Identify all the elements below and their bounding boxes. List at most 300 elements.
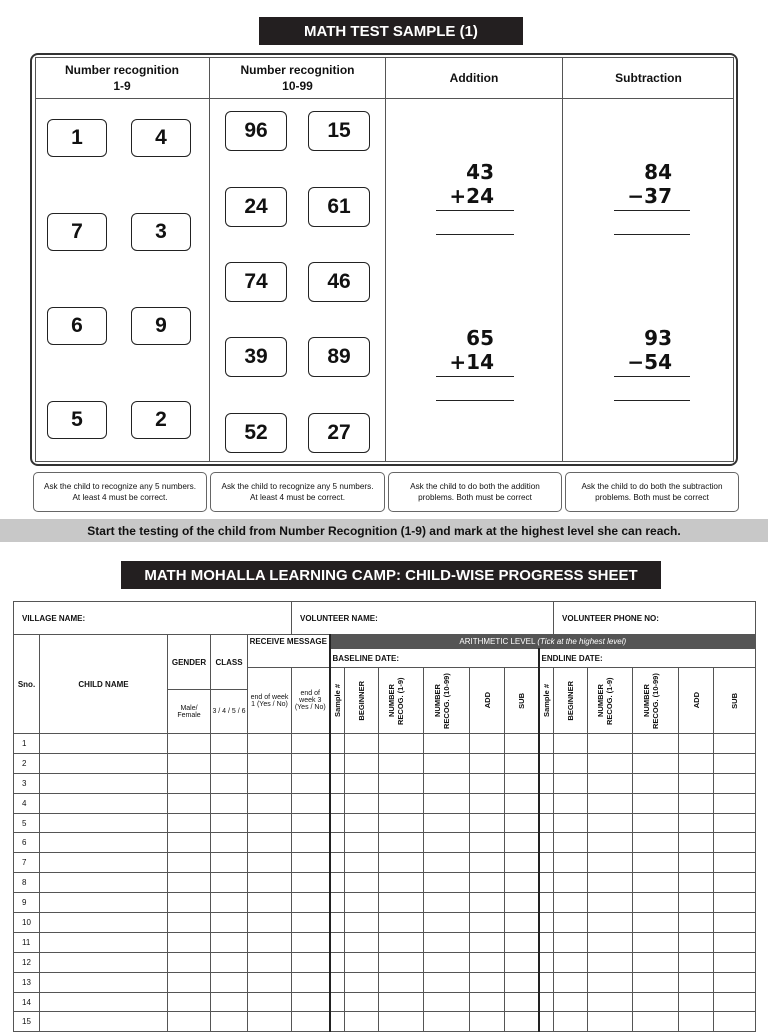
table-cell[interactable] [168, 913, 211, 933]
arithmetic-level-header [330, 635, 756, 649]
table-cell[interactable] [379, 793, 424, 813]
number-box: 7 [47, 213, 107, 251]
table-cell[interactable] [330, 1012, 345, 1032]
table-cell[interactable] [40, 972, 168, 992]
table-cell[interactable] [248, 992, 292, 1012]
table-cell[interactable] [379, 734, 424, 754]
table-cell[interactable] [554, 932, 588, 952]
table-cell[interactable] [554, 893, 588, 913]
table-cell[interactable] [588, 893, 633, 913]
table-cell[interactable] [470, 734, 505, 754]
table-cell[interactable] [292, 734, 330, 754]
table-cell[interactable] [211, 1012, 248, 1032]
table-cell[interactable] [330, 753, 345, 773]
table-cell[interactable] [40, 734, 168, 754]
table-cell[interactable] [211, 873, 248, 893]
table-cell[interactable] [40, 992, 168, 1012]
table-cell[interactable] [379, 992, 424, 1012]
table-cell[interactable] [40, 793, 168, 813]
table-cell[interactable] [345, 952, 379, 972]
table-cell[interactable] [633, 952, 679, 972]
table-cell[interactable] [470, 833, 505, 853]
table-cell[interactable] [633, 833, 679, 853]
table-cell[interactable] [424, 992, 470, 1012]
table-cell[interactable] [539, 992, 554, 1012]
table-cell[interactable] [679, 793, 714, 813]
table-cell[interactable] [588, 734, 633, 754]
table-cell[interactable] [345, 853, 379, 873]
table-cell[interactable] [714, 793, 756, 813]
table-row [14, 734, 756, 754]
table-cell[interactable] [248, 753, 292, 773]
table-cell[interactable] [633, 773, 679, 793]
table-cell[interactable] [211, 853, 248, 873]
table-cell[interactable] [248, 1012, 292, 1032]
table-cell[interactable] [588, 873, 633, 893]
table-cell[interactable] [554, 1012, 588, 1032]
table-cell[interactable] [211, 913, 248, 933]
table-cell[interactable] [554, 913, 588, 933]
table-cell[interactable] [554, 873, 588, 893]
table-cell[interactable] [345, 893, 379, 913]
table-cell[interactable] [40, 1012, 168, 1032]
table-cell[interactable] [379, 952, 424, 972]
table-cell[interactable] [424, 753, 470, 773]
table-cell[interactable] [588, 972, 633, 992]
village-name-field[interactable]: VILLAGE NAME: [14, 602, 292, 635]
table-cell[interactable] [588, 833, 633, 853]
table-cell[interactable] [539, 932, 554, 952]
table-cell[interactable] [554, 992, 588, 1012]
table-cell[interactable] [633, 972, 679, 992]
table-cell[interactable] [345, 773, 379, 793]
table-cell[interactable] [539, 813, 554, 833]
row-number: 15 [14, 1012, 40, 1032]
table-cell[interactable] [539, 972, 554, 992]
table-cell[interactable] [211, 952, 248, 972]
table-cell[interactable] [211, 972, 248, 992]
table-cell[interactable] [679, 972, 714, 992]
table-cell[interactable] [292, 813, 330, 833]
number-box: 46 [308, 262, 370, 302]
table-cell[interactable] [470, 913, 505, 933]
table-cell[interactable] [40, 853, 168, 873]
table-cell[interactable] [211, 734, 248, 754]
table-cell[interactable] [588, 913, 633, 933]
table-cell[interactable] [588, 932, 633, 952]
table-cell[interactable] [345, 793, 379, 813]
table-cell[interactable] [330, 773, 345, 793]
table-cell[interactable] [168, 853, 211, 873]
table-cell[interactable] [554, 952, 588, 972]
table-cell[interactable] [714, 853, 756, 873]
table-cell[interactable] [211, 813, 248, 833]
baseline-beginner-header [345, 668, 379, 734]
table-cell[interactable] [424, 853, 470, 873]
table-cell[interactable] [345, 992, 379, 1012]
table-cell[interactable] [424, 813, 470, 833]
table-cell[interactable] [714, 753, 756, 773]
table-cell[interactable] [424, 773, 470, 793]
table-cell[interactable] [330, 952, 345, 972]
table-cell[interactable] [345, 813, 379, 833]
table-cell[interactable] [330, 893, 345, 913]
number-box: 5 [47, 401, 107, 439]
table-cell[interactable] [168, 932, 211, 952]
table-cell[interactable] [714, 833, 756, 853]
table-cell[interactable] [633, 793, 679, 813]
table-cell[interactable] [345, 972, 379, 992]
table-cell[interactable] [424, 932, 470, 952]
table-cell[interactable] [379, 773, 424, 793]
table-cell[interactable] [168, 753, 211, 773]
table-cell[interactable] [539, 773, 554, 793]
table-cell[interactable] [330, 992, 345, 1012]
table-cell[interactable] [470, 753, 505, 773]
table-cell[interactable] [40, 773, 168, 793]
table-cell[interactable] [588, 992, 633, 1012]
table-cell[interactable] [539, 873, 554, 893]
table-cell[interactable] [714, 773, 756, 793]
table-cell[interactable] [539, 913, 554, 933]
col-header-line: Number recognition [64, 63, 179, 77]
table-cell[interactable] [505, 1012, 539, 1032]
table-cell[interactable] [470, 793, 505, 813]
table-cell[interactable] [470, 813, 505, 833]
table-cell[interactable] [248, 734, 292, 754]
table-row [14, 1012, 756, 1032]
table-cell[interactable] [345, 873, 379, 893]
instruction-banner: Start the testing of the child from Number Recognition (1-9) and mark at the highest level she can reach. [0, 519, 768, 542]
table-cell[interactable] [40, 753, 168, 773]
table-cell[interactable] [168, 793, 211, 813]
table-cell[interactable] [505, 853, 539, 873]
row-number: 3 [14, 773, 40, 793]
table-cell[interactable] [248, 833, 292, 853]
table-cell[interactable] [168, 833, 211, 853]
table-cell[interactable] [714, 952, 756, 972]
table-cell[interactable] [168, 773, 211, 793]
table-cell[interactable] [714, 992, 756, 1012]
table-cell[interactable] [345, 833, 379, 853]
test-title: MATH TEST SAMPLE (1) [259, 17, 523, 45]
table-cell[interactable] [714, 1012, 756, 1032]
row-number: 5 [14, 813, 40, 833]
difference-line [614, 210, 690, 211]
table-cell[interactable] [424, 972, 470, 992]
table-cell[interactable] [470, 873, 505, 893]
table-cell[interactable] [679, 833, 714, 853]
table-cell[interactable] [211, 932, 248, 952]
table-cell[interactable] [633, 1012, 679, 1032]
table-cell[interactable] [345, 932, 379, 952]
table-cell[interactable] [424, 952, 470, 972]
table-cell[interactable] [379, 893, 424, 913]
table-cell[interactable] [292, 893, 330, 913]
table-cell[interactable] [505, 913, 539, 933]
table-cell[interactable] [505, 734, 539, 754]
table-cell[interactable] [248, 972, 292, 992]
table-cell[interactable] [505, 813, 539, 833]
table-cell[interactable] [40, 813, 168, 833]
table-cell[interactable] [470, 932, 505, 952]
table-cell[interactable] [539, 952, 554, 972]
table-cell[interactable] [633, 893, 679, 913]
table-cell[interactable] [633, 873, 679, 893]
baseline-date-field[interactable]: BASELINE DATE: [330, 649, 539, 668]
table-cell[interactable] [588, 793, 633, 813]
table-cell[interactable] [505, 972, 539, 992]
table-cell[interactable] [588, 773, 633, 793]
table-cell[interactable] [633, 734, 679, 754]
table-cell[interactable] [379, 873, 424, 893]
rotated-label: NUMBER RECOG. (10-99) [432, 672, 451, 729]
table-cell[interactable] [714, 813, 756, 833]
table-cell[interactable] [211, 992, 248, 1012]
table-cell[interactable] [330, 913, 345, 933]
table-cell[interactable] [424, 1012, 470, 1032]
volunteer-name-field[interactable]: VOLUNTEER NAME: [292, 602, 554, 635]
table-cell[interactable] [292, 932, 330, 952]
table-cell[interactable] [248, 813, 292, 833]
table-cell[interactable] [505, 932, 539, 952]
table-cell[interactable] [554, 773, 588, 793]
table-cell[interactable] [211, 793, 248, 813]
table-cell[interactable] [633, 992, 679, 1012]
table-cell[interactable] [248, 793, 292, 813]
table-cell[interactable] [588, 952, 633, 972]
table-cell[interactable] [292, 952, 330, 972]
sum-line [436, 376, 514, 377]
rotated-label: Sample # [541, 684, 551, 717]
table-cell[interactable] [40, 952, 168, 972]
table-cell[interactable] [424, 734, 470, 754]
instruction-note: Ask the child to recognize any 5 numbers. At least 4 must be correct. [33, 472, 207, 512]
table-cell[interactable] [470, 893, 505, 913]
table-cell[interactable] [168, 893, 211, 913]
table-cell[interactable] [633, 932, 679, 952]
table-cell[interactable] [588, 753, 633, 773]
table-cell[interactable] [330, 813, 345, 833]
table-cell[interactable] [379, 932, 424, 952]
table-cell[interactable] [248, 853, 292, 873]
table-row [14, 992, 756, 1012]
table-cell[interactable] [539, 753, 554, 773]
instruction-note: Ask the child to do both the subtraction problems. Both must be correct [565, 472, 739, 512]
table-cell[interactable] [539, 734, 554, 754]
table-cell[interactable] [679, 1012, 714, 1032]
table-cell[interactable] [168, 992, 211, 1012]
table-cell[interactable] [292, 793, 330, 813]
table-cell[interactable] [292, 913, 330, 933]
col-header-recog-10-99 [210, 58, 385, 98]
table-cell[interactable] [248, 873, 292, 893]
table-cell[interactable] [505, 992, 539, 1012]
table-cell[interactable] [554, 972, 588, 992]
table-cell[interactable] [714, 734, 756, 754]
table-cell[interactable] [424, 913, 470, 933]
table-cell[interactable] [633, 753, 679, 773]
table-cell[interactable] [679, 734, 714, 754]
table-cell[interactable] [211, 753, 248, 773]
table-cell[interactable] [211, 773, 248, 793]
table-cell[interactable] [330, 734, 345, 754]
table-cell[interactable] [470, 992, 505, 1012]
table-cell[interactable] [168, 972, 211, 992]
table-cell[interactable] [539, 793, 554, 813]
number-box: 27 [308, 413, 370, 453]
table-cell[interactable] [554, 734, 588, 754]
table-cell[interactable] [633, 853, 679, 873]
table-cell[interactable] [292, 873, 330, 893]
table-cell[interactable] [292, 992, 330, 1012]
col-header-line: Subtraction [615, 71, 682, 85]
table-cell[interactable] [679, 853, 714, 873]
table-cell[interactable] [679, 893, 714, 913]
receive-message-header: RECEIVE MESSAGE [248, 635, 330, 668]
table-cell[interactable] [211, 893, 248, 913]
endline-sub-header [714, 668, 756, 734]
table-cell[interactable] [470, 952, 505, 972]
table-cell[interactable] [554, 833, 588, 853]
table-cell[interactable] [505, 833, 539, 853]
table-cell[interactable] [539, 893, 554, 913]
table-cell[interactable] [539, 833, 554, 853]
table-cell[interactable] [679, 813, 714, 833]
baseline-recog-10-99-header [424, 668, 470, 734]
table-cell[interactable] [379, 913, 424, 933]
table-cell[interactable] [292, 972, 330, 992]
table-cell[interactable] [168, 1012, 211, 1032]
table-cell[interactable] [292, 753, 330, 773]
table-cell[interactable] [379, 1012, 424, 1032]
table-cell[interactable] [292, 1012, 330, 1032]
table-cell[interactable] [714, 972, 756, 992]
table-cell[interactable] [505, 893, 539, 913]
table-cell[interactable] [679, 873, 714, 893]
table-cell[interactable] [40, 913, 168, 933]
table-cell[interactable] [330, 853, 345, 873]
table-cell[interactable] [211, 833, 248, 853]
table-cell[interactable] [345, 1012, 379, 1032]
table-cell[interactable] [554, 753, 588, 773]
table-cell[interactable] [539, 853, 554, 873]
table-cell[interactable] [379, 833, 424, 853]
table-cell[interactable] [330, 972, 345, 992]
row-number: 1 [14, 734, 40, 754]
table-cell[interactable] [539, 1012, 554, 1032]
table-cell[interactable] [40, 873, 168, 893]
table-cell[interactable] [714, 932, 756, 952]
table-cell[interactable] [379, 853, 424, 873]
table-cell[interactable] [168, 952, 211, 972]
rotated-label: NUMBER RECOG. (1-9) [596, 676, 615, 725]
table-cell[interactable] [168, 873, 211, 893]
table-cell[interactable] [505, 873, 539, 893]
child-name-header: CHILD NAME [40, 635, 168, 734]
table-cell[interactable] [679, 932, 714, 952]
table-cell[interactable] [40, 893, 168, 913]
col-header-line: 10-99 [282, 79, 313, 93]
table-cell[interactable] [470, 853, 505, 873]
table-cell[interactable] [714, 913, 756, 933]
table-cell[interactable] [679, 753, 714, 773]
volunteer-phone-field[interactable]: VOLUNTEER PHONE NO: [554, 602, 756, 635]
table-row [14, 753, 756, 773]
table-cell[interactable] [424, 793, 470, 813]
table-cell[interactable] [345, 753, 379, 773]
table-cell[interactable] [714, 873, 756, 893]
table-cell[interactable] [168, 734, 211, 754]
table-cell[interactable] [345, 913, 379, 933]
table-cell[interactable] [554, 793, 588, 813]
table-cell[interactable] [424, 873, 470, 893]
endline-date-field[interactable]: ENDLINE DATE: [539, 649, 756, 668]
table-cell[interactable] [679, 992, 714, 1012]
table-cell[interactable] [292, 833, 330, 853]
table-cell[interactable] [505, 773, 539, 793]
table-cell[interactable] [679, 773, 714, 793]
table-cell[interactable] [679, 913, 714, 933]
table-cell[interactable] [588, 813, 633, 833]
table-cell[interactable] [554, 853, 588, 873]
table-cell[interactable] [248, 913, 292, 933]
table-cell[interactable] [248, 773, 292, 793]
table-cell[interactable] [248, 932, 292, 952]
table-cell[interactable] [505, 753, 539, 773]
table-cell[interactable] [379, 753, 424, 773]
table-cell[interactable] [470, 1012, 505, 1032]
table-cell[interactable] [330, 932, 345, 952]
table-cell[interactable] [588, 1012, 633, 1032]
rotated-label: ADD [691, 692, 701, 709]
table-cell[interactable] [470, 972, 505, 992]
table-cell[interactable] [168, 813, 211, 833]
table-cell[interactable] [330, 873, 345, 893]
table-cell[interactable] [330, 833, 345, 853]
sum-line [436, 210, 514, 211]
arithmetic-level-note: (Tick at the highest level) [537, 637, 627, 646]
number-box: 1 [47, 119, 107, 157]
row-number: 13 [14, 972, 40, 992]
rotated-label: ADD [482, 692, 492, 709]
table-cell[interactable] [505, 952, 539, 972]
table-cell[interactable] [292, 853, 330, 873]
table-cell[interactable] [330, 793, 345, 813]
table-cell[interactable] [248, 952, 292, 972]
table-cell[interactable] [554, 813, 588, 833]
table-cell[interactable] [424, 833, 470, 853]
table-cell[interactable] [379, 972, 424, 992]
table-cell[interactable] [379, 813, 424, 833]
table-row [14, 813, 756, 833]
table-cell[interactable] [248, 893, 292, 913]
rotated-label: SUB [730, 692, 740, 709]
table-cell[interactable] [345, 734, 379, 754]
table-cell[interactable] [633, 813, 679, 833]
table-cell[interactable] [292, 773, 330, 793]
table-cell[interactable] [40, 932, 168, 952]
table-cell[interactable] [679, 952, 714, 972]
table-cell[interactable] [470, 773, 505, 793]
col-divider [209, 57, 210, 462]
table-cell[interactable] [714, 893, 756, 913]
table-cell[interactable] [40, 833, 168, 853]
table-cell[interactable] [633, 913, 679, 933]
table-cell[interactable] [424, 893, 470, 913]
table-cell[interactable] [588, 853, 633, 873]
table-cell[interactable] [505, 793, 539, 813]
